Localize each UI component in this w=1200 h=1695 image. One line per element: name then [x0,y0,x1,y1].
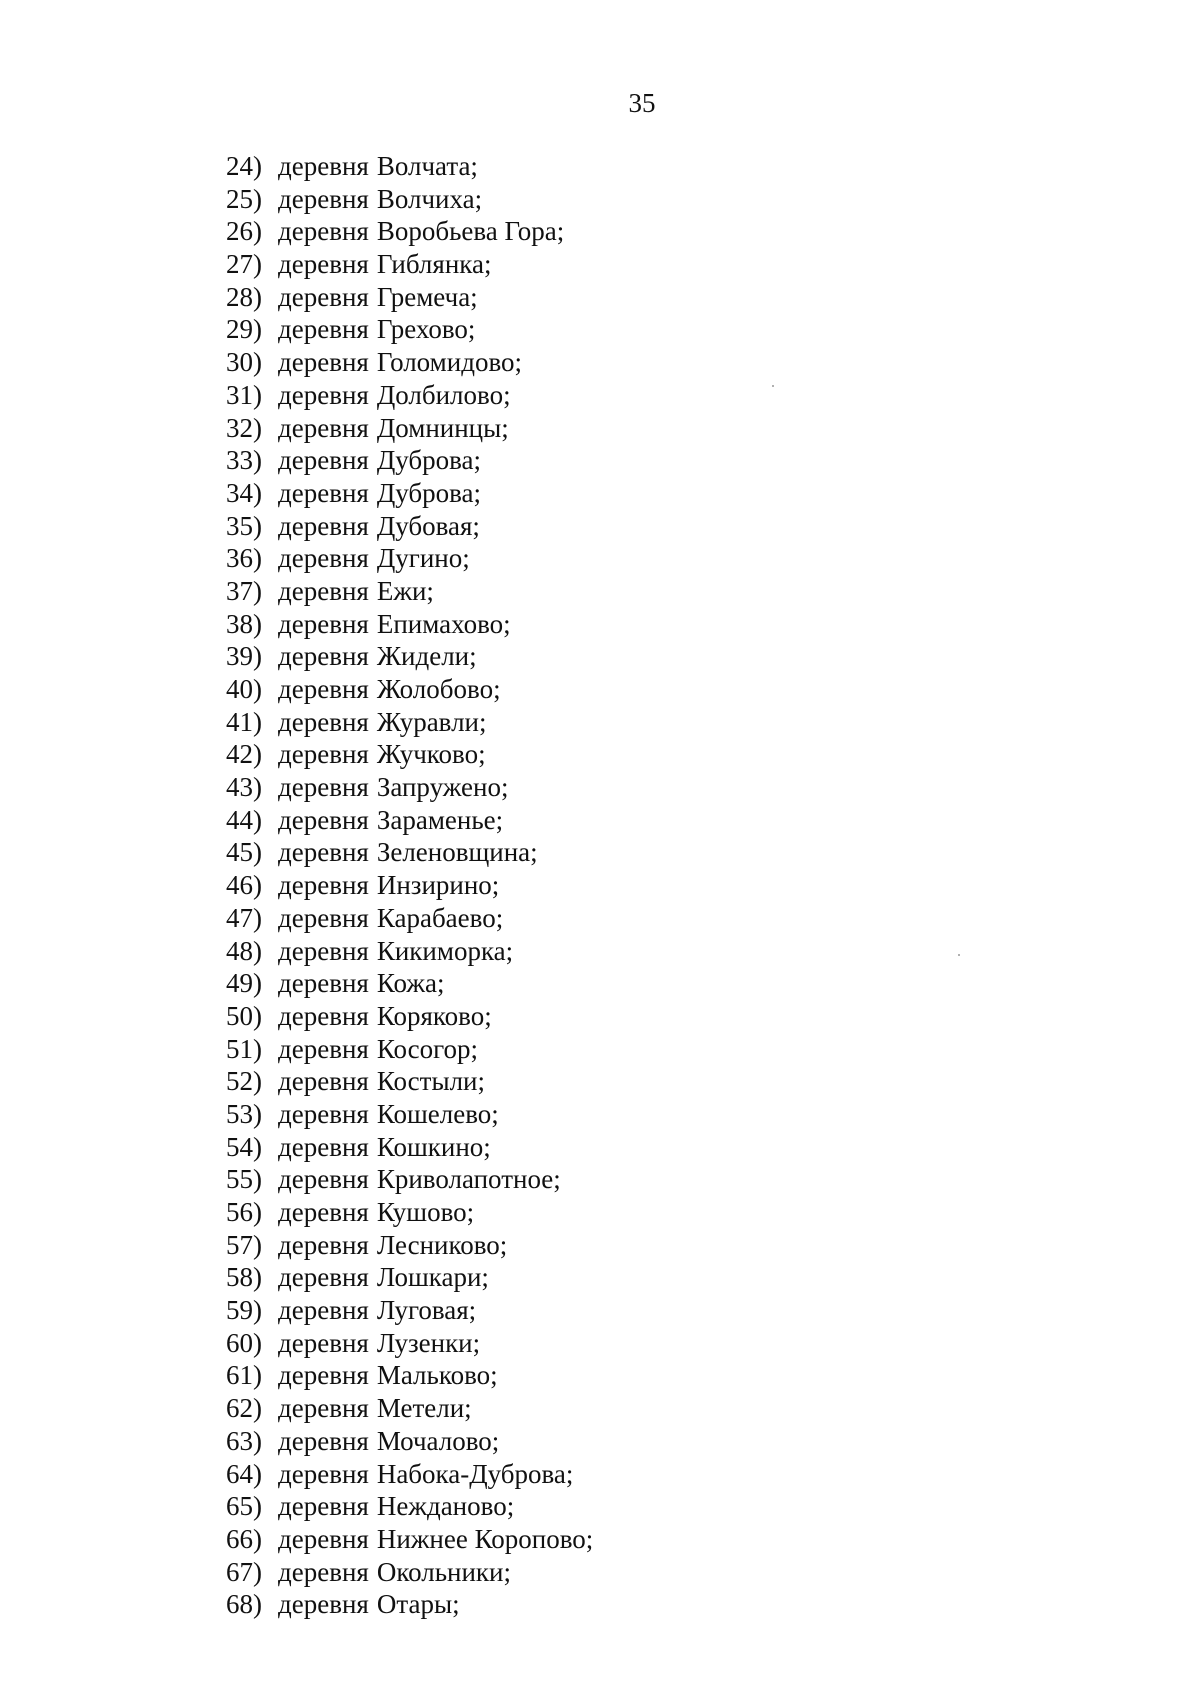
settlement-type: деревня [278,575,369,606]
list-item [226,313,593,346]
settlement-type: деревня [278,477,369,508]
item-number: 48) [226,935,262,966]
list-item [226,1425,593,1458]
item-number: 57) [226,1229,262,1260]
settlement-type: деревня [278,1425,369,1456]
settlement-type: деревня [278,608,369,639]
settlement-name: Лузенки; [376,1327,481,1358]
settlement-name: Голомидово; [376,347,523,378]
list-item [226,510,593,543]
item-number: 68) [226,1589,262,1620]
settlement-name: Кошкино; [376,1131,491,1162]
settlement-name: Набока-Дуброва; [376,1458,574,1489]
settlement-name: Жучково; [376,739,486,770]
item-number: 46) [226,870,262,901]
settlement-type: деревня [278,151,369,181]
settlement-type: деревня [278,1229,369,1260]
item-number: 37) [226,575,262,606]
settlement-type: деревня [278,216,369,247]
settlement-type: деревня [278,804,369,835]
list-item [226,869,593,902]
settlement-name: Воробьева Гора; [376,216,565,247]
item-number: 58) [226,1262,262,1293]
item-number: 42) [226,739,262,770]
item-number: 33) [226,445,262,476]
settlement-name: Гиблянка; [376,249,492,280]
settlement-type: деревня [278,935,369,966]
list-item [226,935,593,968]
settlement-name: Карабаево; [376,902,504,933]
list-item [226,1000,593,1033]
item-number: 55) [226,1164,262,1195]
item-number: 45) [226,837,262,868]
settlement-type: деревня [278,1556,369,1587]
list-item [226,150,593,183]
settlement-type: деревня [278,1458,369,1489]
settlement-name: Косогор; [376,1033,479,1064]
item-number: 29) [226,314,262,345]
item-number: 62) [226,1393,262,1424]
item-number: 47) [226,902,262,933]
settlement-type: деревня [278,1295,369,1326]
settlement-name: Зеленовщина; [376,837,538,868]
settlement-name: Ежи; [376,575,434,606]
list-item [226,281,593,314]
list-item [226,575,593,608]
item-number: 59) [226,1295,262,1326]
item-number: 66) [226,1523,262,1554]
settlement-name: Лесниково; [376,1229,508,1260]
settlement-type: деревня [278,1131,369,1162]
list-item [226,1392,593,1425]
settlement-type: деревня [278,674,369,704]
item-number: 38) [226,608,262,639]
settlement-name: Коряково; [376,1000,492,1031]
settlement-name: Волчата; [376,151,478,181]
settlement-name: Костыли; [376,1066,486,1097]
settlement-type: деревня [278,706,369,737]
list-item [226,183,593,216]
settlement-type: деревня [278,837,369,868]
item-number: 27) [226,249,262,280]
list-item [226,412,593,445]
list-item [226,444,593,477]
settlement-type: деревня [278,314,369,345]
settlement-name: Грехово; [376,314,476,345]
settlement-type: деревня [278,1000,369,1031]
list-item [226,542,593,575]
list-item [226,1033,593,1066]
item-number: 25) [226,183,262,214]
settlement-name: Дубовая; [376,510,480,541]
list-item [226,967,593,1000]
page-number: 35 [628,88,656,118]
settlement-type: деревня [278,379,369,410]
item-number: 50) [226,1000,262,1031]
settlement-type: деревня [278,1491,369,1522]
settlement-name: Отары; [376,1589,460,1620]
settlement-name: Жолобово; [376,674,501,704]
item-number: 39) [226,641,262,672]
settlement-name: Жидели; [376,641,477,672]
list-item [226,1098,593,1131]
settlement-name: Дуброва; [376,477,482,508]
settlement-type: деревня [278,1033,369,1064]
settlement-type: деревня [278,1523,369,1554]
settlement-type: деревня [278,510,369,541]
settlement-name: Кушово; [376,1197,475,1227]
list-item [226,1359,593,1392]
item-number: 26) [226,216,262,247]
item-number: 34) [226,477,262,508]
item-number: 32) [226,412,262,443]
settlement-name: Журавли; [376,706,487,737]
list-item [226,215,593,248]
list-item [226,1294,593,1327]
settlement-type: деревня [278,1393,369,1424]
list-item [226,1588,593,1621]
list-item [226,248,593,281]
item-number: 31) [226,379,262,410]
settlement-name: Криволапотное; [376,1164,561,1195]
settlement-type: деревня [278,968,369,999]
settlement-type: деревня [278,1327,369,1358]
list-item [226,706,593,739]
item-number: 60) [226,1327,262,1358]
settlement-type: деревня [278,543,369,574]
item-number: 49) [226,968,262,999]
list-item [226,1490,593,1523]
settlement-name: Зараменье; [376,804,504,835]
list-item [226,1556,593,1589]
list-item [226,1065,593,1098]
list-item [226,673,593,706]
settlement-type: деревня [278,281,369,312]
settlement-type: деревня [278,1360,369,1391]
settlement-name: Епимахово; [376,608,511,639]
settlement-name: Кикиморка; [376,935,514,966]
item-number: 41) [226,706,262,737]
scan-speck [958,954,960,956]
settlement-type: деревня [278,641,369,672]
settlement-name: Мальково; [376,1360,498,1391]
settlement-name: Кошелево; [376,1098,499,1129]
settlement-type: деревня [278,739,369,770]
settlement-type: деревня [278,1197,369,1227]
item-number: 28) [226,281,262,312]
item-number: 44) [226,804,262,835]
list-item [226,1327,593,1360]
list-item [226,1229,593,1262]
item-number: 40) [226,674,262,704]
list-item [226,1163,593,1196]
item-number: 53) [226,1098,262,1129]
settlement-type: деревня [278,1589,369,1620]
settlement-type: деревня [278,445,369,476]
settlement-name: Нежданово; [376,1491,515,1522]
list-item [226,379,593,412]
settlement-list [226,150,593,1621]
settlement-name: Нижнее Коропово; [376,1523,594,1554]
list-item [226,738,593,771]
item-number: 24) [226,151,262,181]
item-number: 54) [226,1131,262,1162]
settlement-name: Дуброва; [376,445,482,476]
settlement-type: деревня [278,1164,369,1195]
list-item [226,804,593,837]
settlement-name: Метели; [376,1393,472,1424]
list-item [226,1196,593,1229]
settlement-name: Кожа; [376,968,445,999]
settlement-name: Мочалово; [376,1425,500,1456]
settlement-name: Окольники; [376,1556,511,1587]
settlement-name: Гремеча; [376,281,478,312]
settlement-name: Домнинцы; [376,412,509,443]
settlement-type: деревня [278,249,369,280]
list-item [226,836,593,869]
list-item [226,640,593,673]
list-item [226,902,593,935]
settlement-name: Долбилово; [376,379,511,410]
item-number: 36) [226,543,262,574]
settlement-type: деревня [278,1066,369,1097]
list-item [226,1523,593,1556]
settlement-type: деревня [278,1098,369,1129]
settlement-type: деревня [278,772,369,803]
settlement-type: деревня [278,870,369,901]
list-item [226,346,593,379]
item-number: 51) [226,1033,262,1064]
list-item [226,477,593,510]
item-number: 61) [226,1360,262,1391]
item-number: 65) [226,1491,262,1522]
scan-speck [772,385,774,387]
item-number: 64) [226,1458,262,1489]
item-number: 35) [226,510,262,541]
item-number: 30) [226,347,262,378]
settlement-type: деревня [278,412,369,443]
list-item [226,1261,593,1294]
settlement-type: деревня [278,183,369,214]
settlement-type: деревня [278,347,369,378]
list-item [226,1131,593,1164]
settlement-type: деревня [278,1262,369,1293]
item-number: 56) [226,1197,262,1227]
settlement-name: Волчиха; [376,183,483,214]
list-item [226,771,593,804]
item-number: 52) [226,1066,262,1097]
item-number: 43) [226,772,262,803]
settlement-name: Лошкари; [376,1262,489,1293]
settlement-name: Инзирино; [376,870,500,901]
item-number: 67) [226,1556,262,1587]
item-number: 63) [226,1425,262,1456]
settlement-type: деревня [278,902,369,933]
list-item [226,608,593,641]
settlement-name: Запружено; [376,772,509,803]
list-item [226,1458,593,1491]
settlement-name: Дугино; [376,543,470,574]
settlement-name: Луговая; [376,1295,477,1326]
